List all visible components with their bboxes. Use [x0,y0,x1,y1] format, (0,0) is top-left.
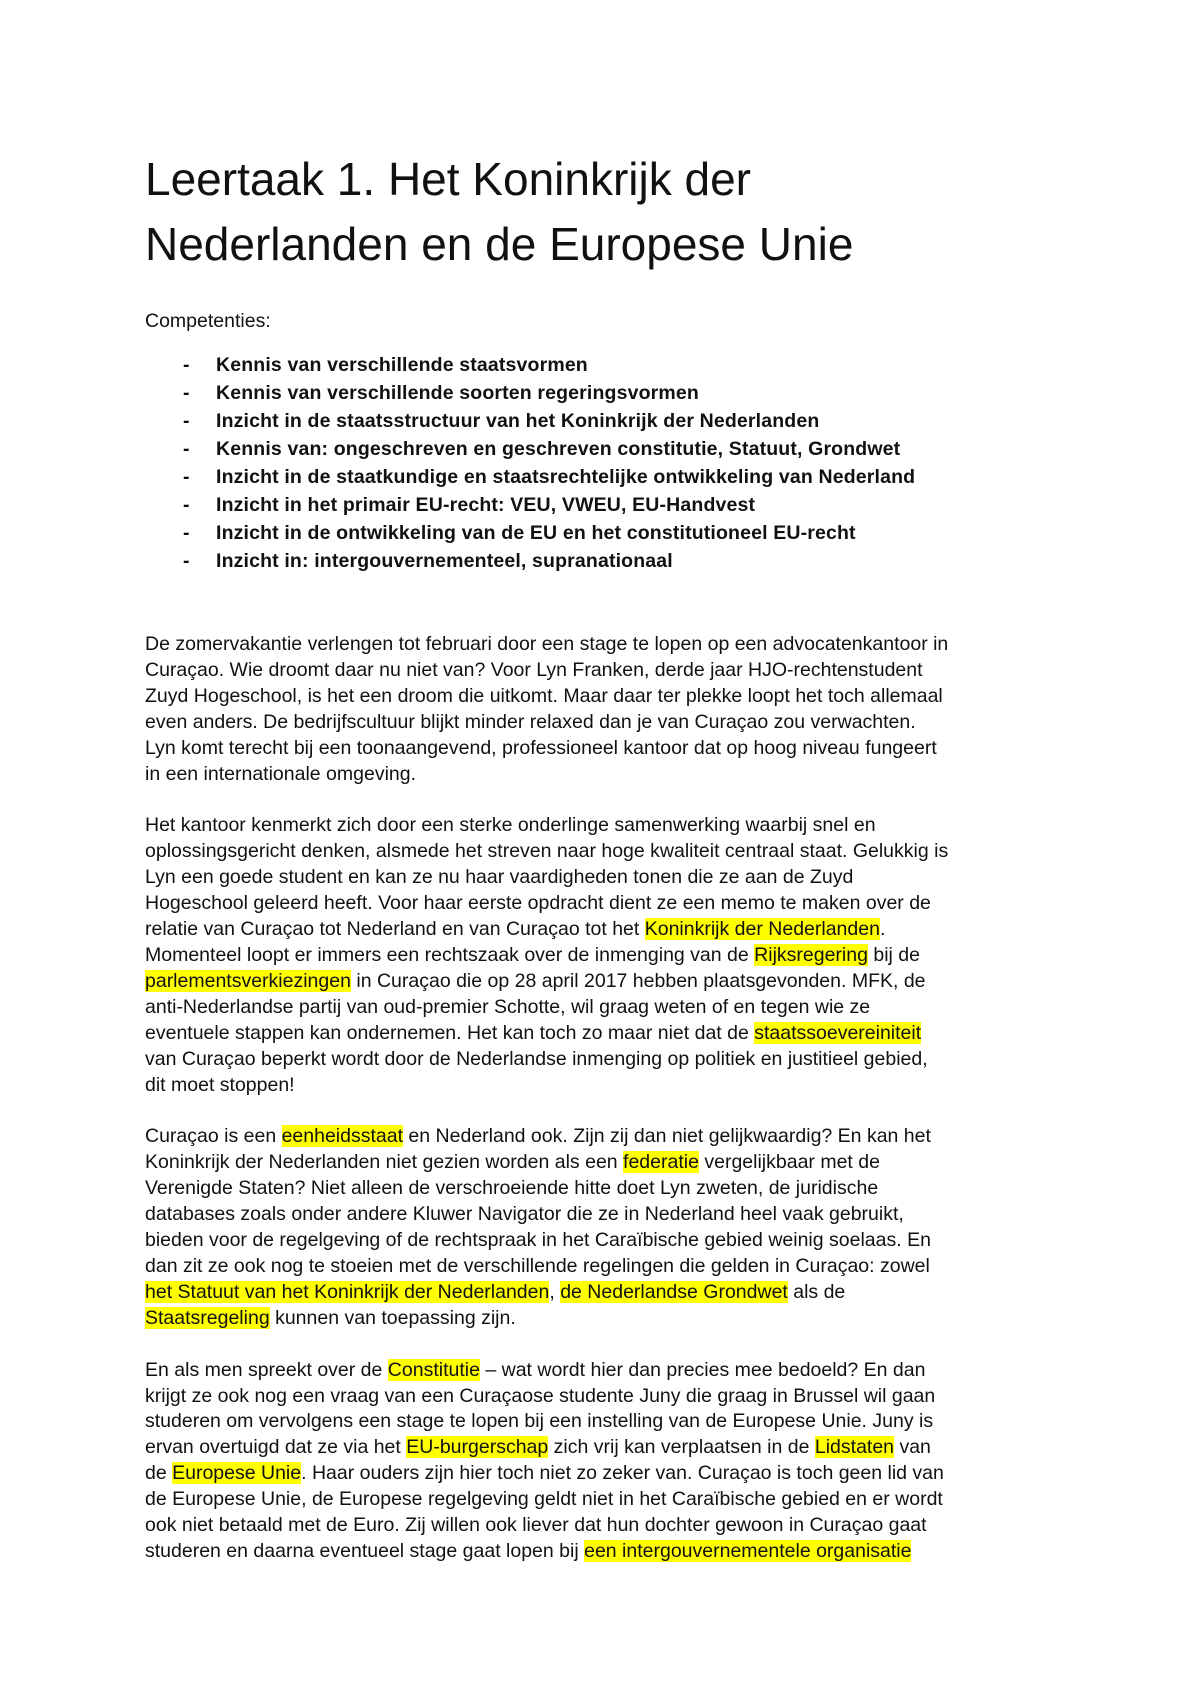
text-run: Koninkrijk der Nederlanden niet gezien worden als een [145,1151,624,1174]
text-line: krijgt ze ook nog een vraag van een Curaçaose studente Juny die graag in Brussel wil gaan [145,1384,936,1407]
text-line: even anders. De bedrijfscultuur blijkt minder relaxed dan je van Curaçao zou verwachten. [145,710,916,733]
title-line-1: Leertaak 1. Het Koninkrijk der [145,153,751,205]
highlighted-term: het Statuut van het Koninkrijk der Nederlanden [145,1280,550,1303]
text-run: studeren en daarna eventueel stage gaat lopen bij [145,1540,585,1562]
text-run: eventuele stappen kan ondernemen. Het kan toch zo maar niet dat de [145,1021,755,1044]
text-line: oplossingsgericht denken, alsmede het streven naar hoge kwaliteit centraal staat. Gelukkig is [145,840,949,863]
bullet-dash: - [183,522,190,544]
highlighted-term: een intergouvernementele organisatie [584,1540,912,1562]
paragraph-constitution [145,1358,1075,1565]
highlighted-term: eenheidsstaat [281,1125,404,1148]
text-run: zich vrij kan verplaatsen in de [548,1436,815,1459]
text-run: van [894,1436,931,1459]
text-run: . [879,918,886,941]
competency-item [145,407,1105,435]
text-line [145,1280,1075,1306]
highlighted-term: EU-burgerschap [406,1436,549,1459]
text-line [145,1021,1075,1047]
text-run: kunnen van toepassing zijn. [269,1306,516,1329]
competency-item [145,463,1105,491]
text-line [145,969,1075,995]
text-line [145,1358,1075,1384]
text-line [145,1306,1075,1332]
competencies-label: Competenties: [145,310,271,332]
text-run: in Curaçao die op 28 april 2017 hebben plaatsgevonden. MFK, de [350,969,926,992]
text-run: als de [787,1280,846,1303]
competency-text: Kennis van verschillende staatsvormen [216,354,588,376]
bullet-dash: - [183,382,190,404]
highlighted-term: Rijksregering [754,943,868,966]
bullet-dash: - [183,438,190,460]
highlighted-term: Koninkrijk der Nederlanden [644,918,880,941]
text-line: Curaçao. Wie droomt daar nu niet van? Voor Lyn Franken, derde jaar HJO-rechtenstudent [145,658,923,681]
text-line: Hogeschool geleerd heeft. Voor haar eerste opdracht dient ze een memo te maken over de [145,892,931,915]
competencies-list [145,351,1105,575]
text-line [145,917,1075,943]
text-line: Verenigde Staten? Niet alleen de verschroeiende hitte doet Lyn zweten, de juridische [145,1177,879,1200]
text-line: dit moet stoppen! [145,1073,295,1096]
text-line [145,1124,1075,1150]
text-line: Lyn komt terecht bij een toonaangevend, professioneel kantoor dat op hoog niveau fungeert [145,736,937,759]
document-body [145,632,1075,1591]
highlighted-term: Europese Unie [172,1462,302,1485]
text-run: En als men spreekt over de [145,1358,388,1381]
text-line: De zomervakantie verlengen tot februari door een stage te lopen op een advocatenkantoor in [145,633,949,655]
highlighted-term: de Nederlandse Grondwet [560,1280,788,1303]
highlighted-term: Constitutie [387,1358,480,1381]
text-line: dan zit ze ook nog te stoeien met de verschillende regelingen die gelden in Curaçao: zowel [145,1254,930,1277]
text-line: anti-Nederlandse partij van oud-premier Schotte, wil graag weten of en tegen wie ze [145,995,871,1018]
competency-item [145,491,1105,519]
highlighted-term: Lidstaten [814,1436,895,1459]
highlighted-term: Staatsregeling [145,1306,270,1329]
highlighted-term: staatssoevereiniteit [754,1021,922,1044]
text-run: de [145,1462,173,1485]
text-line: databases zoals onder andere Kluwer Navigator die ze in Nederland heel vaak gebruikt, [145,1203,904,1226]
competency-text: Inzicht in het primair EU-recht: VEU, VWEU, EU-Handvest [216,494,756,516]
text-line: studeren om vervolgens een stage te lopen bij een instelling van de Europese Unie. Juny is [145,1410,934,1433]
text-run: bij de [867,943,920,966]
competency-item [145,351,1105,379]
title-line-2: Nederlanden en de Europese Unie [145,218,854,270]
text-line: bieden voor de regelgeving of de rechtspraak in het Caraïbische gebied weinig soelaas. En [145,1229,931,1252]
bullet-dash: - [183,354,190,376]
text-run: relatie van Curaçao tot Nederland en van Curaçao tot het [145,918,645,941]
competency-item [145,519,1105,547]
text-line [145,1435,1075,1461]
competency-text: Inzicht in: intergouvernementeel, supranationaal [216,550,673,572]
competency-text: Inzicht in de staatkundige en staatsrechtelijke ontwikkeling van Nederland [216,466,916,488]
text-line [145,1461,1075,1487]
bullet-dash: - [183,466,190,488]
text-run: en Nederland ook. Zijn zij dan niet gelijkwaardig? En kan het [403,1125,931,1148]
competency-text: Inzicht in de ontwikkeling van de EU en het constitutioneel EU-recht [216,522,856,544]
paragraph-intro [145,632,1075,787]
text-line: ook niet betaald met de Euro. Zij willen ook liever dat hun dochter gewoon in Curaçao gaat [145,1514,927,1537]
text-run: Momenteel loopt er immers een rechtszaak over de inmenging van de [145,943,755,966]
text-line: Zuyd Hogeschool, is het een droom die uitkomt. Maar daar ter plekke loopt het toch allemaal [145,684,943,707]
paragraph-office [145,813,1075,1098]
text-line [145,1150,1075,1176]
text-line: in een internationale omgeving. [145,762,417,785]
text-run: , [549,1280,561,1303]
bullet-dash: - [183,410,190,432]
highlighted-term: parlementsverkiezingen [145,969,351,992]
competency-text: Inzicht in de staatsstructuur van het Koninkrijk der Nederlanden [216,410,820,432]
text-run: – wat wordt hier dan precies mee bedoeld? En dan [479,1358,926,1381]
text-run: ervan overtuigd dat ze via het [145,1436,407,1459]
paragraph-state-forms [145,1124,1075,1331]
text-line: van Curaçao beperkt wordt door de Nederlandse inmenging op politiek en justitieel gebied, [145,1047,928,1070]
document-title [145,147,1105,277]
competency-item [145,547,1105,575]
competency-item [145,379,1105,407]
text-run: Curaçao is een [145,1125,282,1148]
text-run: vergelijkbaar met de [698,1151,880,1174]
bullet-dash: - [183,550,190,572]
highlighted-term: federatie [623,1151,699,1174]
competency-text: Kennis van verschillende soorten regeringsvormen [216,382,699,404]
text-run: . Haar ouders zijn hier toch niet zo zeker van. Curaçao is toch geen lid van [301,1462,944,1485]
bullet-dash: - [183,494,190,516]
text-line [145,943,1075,969]
text-line [145,1539,1075,1565]
text-line: Lyn een goede student en kan ze nu haar vaardigheden tonen die ze aan de Zuyd [145,866,854,889]
competency-item [145,435,1105,463]
text-line: Het kantoor kenmerkt zich door een sterke onderlinge samenwerking waarbij snel en [145,814,876,837]
competency-text: Kennis van: ongeschreven en geschreven constitutie, Statuut, Grondwet [216,438,901,460]
text-line: de Europese Unie, de Europese regelgeving geldt niet in het Caraïbische gebied en er wordt [145,1488,943,1511]
